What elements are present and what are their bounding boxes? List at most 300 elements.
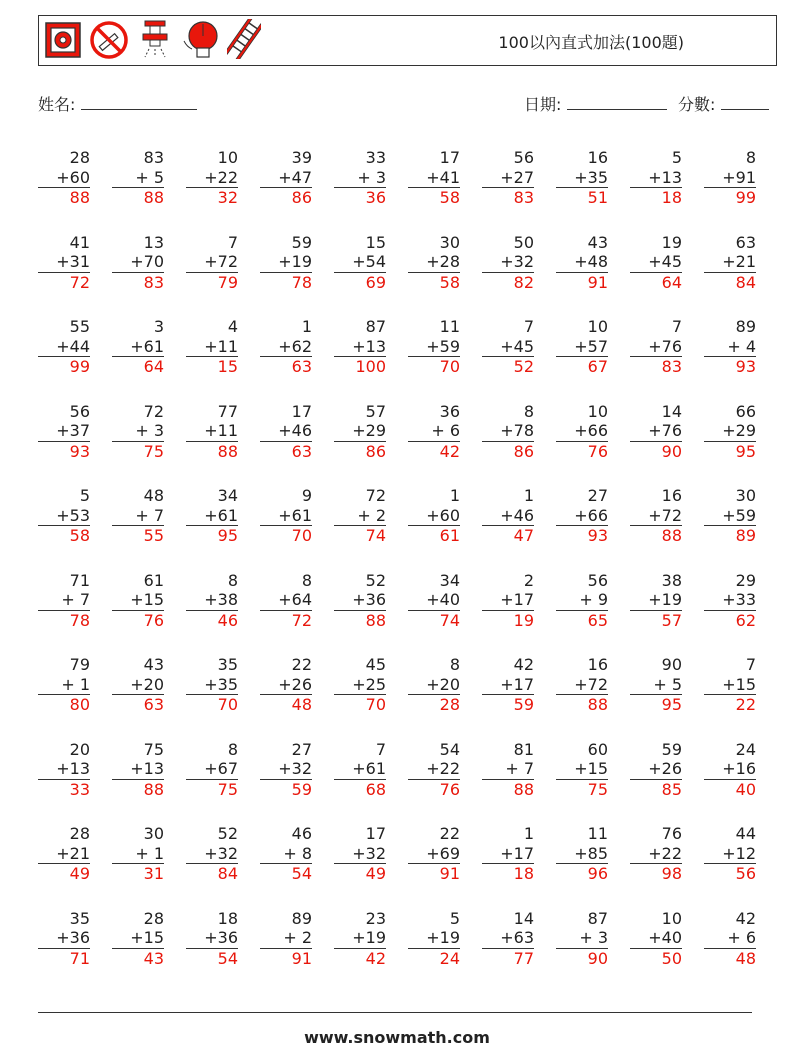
addition-problem	[334, 824, 408, 884]
addend-bottom: +85	[556, 844, 608, 865]
addend-bottom: +53	[38, 506, 90, 527]
addition-problem	[556, 486, 630, 546]
addend-top: 17	[439, 148, 460, 167]
score-blank[interactable]	[721, 95, 769, 110]
addend-top: 76	[661, 824, 682, 843]
header-icons	[43, 19, 261, 59]
answer: 59	[291, 779, 312, 799]
addend-bottom: +62	[260, 337, 312, 358]
addend-bottom: +22	[186, 168, 238, 189]
answer: 84	[735, 272, 756, 292]
addition-problem	[556, 233, 630, 293]
answer: 42	[439, 441, 460, 461]
addend-top: 59	[661, 739, 682, 759]
addition-problem	[112, 824, 186, 884]
addend-bottom: +19	[260, 252, 312, 273]
date-field[interactable]	[524, 92, 667, 115]
addition-problem	[704, 571, 778, 631]
addend-bottom: +15	[112, 590, 164, 611]
addition-problem	[334, 909, 408, 969]
addend-top: 33	[365, 148, 386, 167]
addend-top: 22	[439, 824, 460, 843]
answer: 32	[217, 188, 238, 207]
answer: 93	[735, 357, 756, 376]
addend-top: 83	[143, 148, 164, 167]
answer: 62	[735, 610, 756, 630]
addend-bottom: +13	[334, 337, 386, 358]
addend-top: 42	[513, 655, 534, 674]
addition-problem	[112, 233, 186, 293]
addend-top: 72	[143, 401, 164, 421]
addend-top: 55	[69, 317, 90, 336]
answer: 61	[439, 526, 460, 545]
addend-bottom: +11	[186, 337, 238, 358]
addend-bottom: +19	[630, 590, 682, 611]
answer: 63	[143, 695, 164, 714]
addition-problem	[408, 740, 482, 800]
addend-top: 71	[69, 570, 90, 590]
addition-problem	[556, 402, 630, 462]
addition-problem	[112, 909, 186, 969]
answer: 50	[661, 948, 682, 968]
addend-bottom: +20	[112, 675, 164, 696]
addend-top: 27	[587, 486, 608, 505]
addition-problem	[556, 824, 630, 884]
addend-top: 5	[449, 908, 460, 928]
addition-problem	[630, 486, 704, 546]
footer-url: www.snowmath.com	[304, 1028, 490, 1047]
addend-bottom: +63	[482, 928, 534, 949]
answer: 69	[365, 272, 386, 292]
addend-bottom: +41	[408, 168, 460, 189]
addition-problem	[704, 655, 778, 715]
answer: 88	[365, 610, 386, 630]
addend-top: 18	[217, 908, 238, 928]
answer: 85	[661, 779, 682, 799]
addition-problem	[704, 909, 778, 969]
addend-bottom: +35	[186, 675, 238, 696]
addend-bottom: + 5	[112, 168, 164, 189]
answer: 99	[735, 188, 756, 207]
answer: 49	[365, 864, 386, 883]
answer: 76	[439, 779, 460, 799]
name-blank[interactable]	[81, 95, 197, 110]
answer: 64	[661, 272, 682, 292]
score-field[interactable]	[678, 92, 769, 115]
addend-top: 59	[291, 232, 312, 252]
addition-problem	[408, 486, 482, 546]
addition-problem	[482, 317, 556, 377]
answer: 40	[735, 779, 756, 799]
answer: 58	[69, 526, 90, 545]
addition-problem	[408, 571, 482, 631]
addend-bottom: +38	[186, 590, 238, 611]
answer: 89	[735, 526, 756, 545]
addend-bottom: +32	[186, 844, 238, 865]
answer: 76	[587, 441, 608, 461]
answer: 56	[735, 864, 756, 883]
addend-top: 5	[79, 486, 90, 505]
addition-problem	[556, 909, 630, 969]
answer: 70	[291, 526, 312, 545]
addend-bottom: +72	[556, 675, 608, 696]
addition-problem	[334, 571, 408, 631]
addend-bottom: +76	[630, 421, 682, 442]
name-label: 姓名:	[38, 95, 76, 114]
addend-bottom: + 5	[630, 675, 682, 696]
addition-problem	[482, 909, 556, 969]
answer: 83	[661, 357, 682, 376]
addend-top: 8	[523, 401, 534, 421]
addend-top: 27	[291, 739, 312, 759]
addend-top: 11	[587, 824, 608, 843]
addition-problem	[112, 317, 186, 377]
addend-top: 7	[745, 655, 756, 674]
addend-top: 89	[735, 317, 756, 336]
addend-bottom: +32	[260, 759, 312, 780]
addend-bottom: + 1	[112, 844, 164, 865]
addend-top: 48	[143, 486, 164, 505]
addend-top: 35	[69, 908, 90, 928]
addend-top: 7	[523, 317, 534, 336]
addend-bottom: +60	[38, 168, 90, 189]
addend-bottom: +22	[408, 759, 460, 780]
sprinkler-icon	[135, 19, 175, 59]
addend-top: 17	[291, 401, 312, 421]
addend-bottom: +29	[704, 421, 756, 442]
answer: 74	[365, 526, 386, 545]
addition-problem	[38, 402, 112, 462]
addend-top: 9	[301, 486, 312, 505]
problem-row	[38, 909, 778, 969]
no-smoking-icon	[89, 19, 129, 59]
problem-row	[38, 824, 778, 884]
addition-problem	[260, 571, 334, 631]
score-label: 分數:	[678, 95, 716, 114]
addend-top: 28	[69, 824, 90, 843]
addend-bottom: +46	[482, 506, 534, 527]
answer: 86	[513, 441, 534, 461]
addend-bottom: +70	[112, 252, 164, 273]
addend-bottom: +17	[482, 675, 534, 696]
answer: 63	[291, 441, 312, 461]
addend-bottom: +44	[38, 337, 90, 358]
addition-problem	[186, 740, 260, 800]
addend-bottom: +78	[482, 421, 534, 442]
answer: 64	[143, 357, 164, 376]
addend-bottom: +19	[408, 928, 460, 949]
addend-bottom: + 3	[556, 928, 608, 949]
addend-bottom: +32	[334, 844, 386, 865]
addend-bottom: +26	[630, 759, 682, 780]
addend-bottom: +11	[186, 421, 238, 442]
answer: 72	[69, 272, 90, 292]
answer: 48	[291, 695, 312, 714]
problem-row	[38, 571, 778, 631]
addend-top: 10	[217, 148, 238, 167]
addend-top: 5	[671, 148, 682, 167]
addend-top: 56	[513, 148, 534, 167]
addend-top: 8	[745, 148, 756, 167]
addend-top: 8	[227, 570, 238, 590]
addend-top: 16	[587, 148, 608, 167]
addend-top: 42	[735, 908, 756, 928]
addition-problem	[260, 486, 334, 546]
addend-top: 19	[661, 232, 682, 252]
addend-top: 11	[439, 317, 460, 336]
addend-bottom: + 6	[408, 421, 460, 442]
addend-bottom: +61	[186, 506, 238, 527]
answer: 63	[291, 357, 312, 376]
answer: 91	[291, 948, 312, 968]
addend-top: 35	[217, 655, 238, 674]
addend-top: 28	[143, 908, 164, 928]
answer: 84	[217, 864, 238, 883]
addend-top: 43	[587, 232, 608, 252]
answer: 79	[217, 272, 238, 292]
addition-problem	[38, 909, 112, 969]
addition-problem	[38, 148, 112, 208]
addend-bottom: +28	[408, 252, 460, 273]
answer: 33	[69, 779, 90, 799]
answer: 91	[587, 272, 608, 292]
answer: 82	[513, 272, 534, 292]
addend-bottom: + 7	[38, 590, 90, 611]
addend-top: 10	[587, 401, 608, 421]
answer: 75	[143, 441, 164, 461]
addition-problem	[186, 486, 260, 546]
addend-bottom: +15	[556, 759, 608, 780]
addition-problem	[630, 655, 704, 715]
addend-top: 50	[513, 232, 534, 252]
answer: 88	[661, 526, 682, 545]
addition-problem	[408, 909, 482, 969]
answer: 51	[587, 188, 608, 207]
addend-top: 1	[523, 486, 534, 505]
addend-bottom: +69	[408, 844, 460, 865]
addend-bottom: +32	[482, 252, 534, 273]
addition-problem	[334, 402, 408, 462]
addition-problem	[260, 233, 334, 293]
addend-top: 43	[143, 655, 164, 674]
addition-problem	[630, 233, 704, 293]
addend-top: 8	[301, 570, 312, 590]
addition-problem	[112, 655, 186, 715]
addend-top: 1	[523, 824, 534, 843]
addition-problem	[112, 402, 186, 462]
addend-bottom: +22	[630, 844, 682, 865]
addition-problem	[704, 402, 778, 462]
addition-problem	[556, 655, 630, 715]
addition-problem	[260, 402, 334, 462]
addition-problem	[482, 233, 556, 293]
answer: 67	[587, 357, 608, 376]
addend-top: 8	[449, 655, 460, 674]
addition-problem	[556, 571, 630, 631]
addition-problem	[704, 486, 778, 546]
addend-top: 60	[587, 739, 608, 759]
addend-top: 10	[661, 908, 682, 928]
addend-bottom: +31	[38, 252, 90, 273]
addition-problem	[186, 571, 260, 631]
addend-top: 15	[365, 232, 386, 252]
name-field[interactable]	[38, 92, 197, 115]
addition-problem	[38, 655, 112, 715]
addend-bottom: +15	[112, 928, 164, 949]
addition-problem	[38, 233, 112, 293]
addend-top: 10	[587, 317, 608, 336]
addition-problem	[704, 233, 778, 293]
addend-top: 14	[661, 401, 682, 421]
addend-top: 77	[217, 401, 238, 421]
addition-problem	[112, 571, 186, 631]
addend-top: 2	[523, 570, 534, 590]
addend-top: 3	[153, 317, 164, 336]
addition-problem	[186, 909, 260, 969]
addend-bottom: +59	[704, 506, 756, 527]
addend-bottom: +13	[38, 759, 90, 780]
addend-bottom: + 2	[334, 506, 386, 527]
addition-problem	[334, 317, 408, 377]
date-blank[interactable]	[567, 95, 667, 110]
addition-problem	[334, 740, 408, 800]
addition-problem	[482, 148, 556, 208]
addition-problem	[556, 740, 630, 800]
addend-top: 81	[513, 739, 534, 759]
answer: 59	[513, 695, 534, 714]
addition-problem	[704, 317, 778, 377]
addend-bottom: +40	[408, 590, 460, 611]
answer: 99	[69, 357, 90, 376]
problem-grid	[38, 148, 778, 993]
addend-top: 44	[735, 824, 756, 843]
answer: 47	[513, 526, 534, 545]
addend-top: 89	[291, 908, 312, 928]
answer: 88	[217, 441, 238, 461]
problem-row	[38, 740, 778, 800]
addition-problem	[112, 486, 186, 546]
addend-bottom: +36	[38, 928, 90, 949]
addition-problem	[408, 655, 482, 715]
addend-bottom: +13	[630, 168, 682, 189]
addend-top: 41	[69, 232, 90, 252]
addend-bottom: +61	[334, 759, 386, 780]
answer: 78	[291, 272, 312, 292]
addition-problem	[186, 148, 260, 208]
addend-bottom: +46	[260, 421, 312, 442]
answer: 57	[661, 610, 682, 630]
addition-problem	[260, 148, 334, 208]
addition-problem	[260, 740, 334, 800]
addend-bottom: +48	[556, 252, 608, 273]
problem-row	[38, 486, 778, 546]
answer: 70	[365, 695, 386, 714]
addition-problem	[482, 655, 556, 715]
addend-top: 79	[69, 655, 90, 674]
addend-bottom: +64	[260, 590, 312, 611]
answer: 22	[735, 695, 756, 714]
answer: 58	[439, 188, 460, 207]
addend-top: 16	[661, 486, 682, 505]
answer: 68	[365, 779, 386, 799]
answer: 31	[143, 864, 164, 883]
answer: 95	[735, 441, 756, 461]
addition-problem	[334, 655, 408, 715]
addend-bottom: +35	[556, 168, 608, 189]
worksheet-header	[38, 15, 777, 66]
addend-bottom: +21	[704, 252, 756, 273]
addition-problem	[38, 571, 112, 631]
addend-bottom: +36	[334, 590, 386, 611]
addition-problem	[408, 824, 482, 884]
addend-top: 7	[227, 232, 238, 252]
addend-top: 16	[587, 655, 608, 674]
answer: 46	[217, 610, 238, 630]
answer: 42	[365, 948, 386, 968]
addition-problem	[260, 824, 334, 884]
addend-top: 46	[291, 824, 312, 843]
addend-bottom: +37	[38, 421, 90, 442]
addition-problem	[630, 402, 704, 462]
addend-bottom: +54	[334, 252, 386, 273]
addend-bottom: +20	[408, 675, 460, 696]
addition-problem	[186, 402, 260, 462]
addition-problem	[186, 824, 260, 884]
addition-problem	[38, 317, 112, 377]
addition-problem	[334, 148, 408, 208]
addend-bottom: + 3	[334, 168, 386, 189]
addend-top: 63	[735, 232, 756, 252]
addend-top: 24	[735, 739, 756, 759]
answer: 18	[513, 864, 534, 883]
addend-bottom: +15	[704, 675, 756, 696]
date-label: 日期:	[524, 95, 562, 114]
addition-problem	[186, 655, 260, 715]
addend-bottom: +27	[482, 168, 534, 189]
addend-top: 20	[69, 739, 90, 759]
addend-bottom: +66	[556, 421, 608, 442]
addition-problem	[704, 824, 778, 884]
addend-bottom: + 2	[260, 928, 312, 949]
addition-problem	[186, 233, 260, 293]
addition-problem	[260, 655, 334, 715]
addend-top: 66	[735, 401, 756, 421]
addend-top: 23	[365, 908, 386, 928]
answer: 83	[513, 188, 534, 207]
answer: 52	[513, 357, 534, 376]
addend-bottom: + 9	[556, 590, 608, 611]
answer: 15	[217, 357, 238, 376]
answer: 65	[587, 610, 608, 630]
addend-top: 34	[439, 570, 460, 590]
answer: 83	[143, 272, 164, 292]
addition-problem	[334, 486, 408, 546]
addend-bottom: + 7	[112, 506, 164, 527]
addend-top: 61	[143, 570, 164, 590]
answer: 49	[69, 864, 90, 883]
answer: 43	[143, 948, 164, 968]
answer: 70	[217, 695, 238, 714]
answer: 54	[217, 948, 238, 968]
addend-bottom: + 7	[482, 759, 534, 780]
addend-bottom: +12	[704, 844, 756, 865]
addend-bottom: + 1	[38, 675, 90, 696]
addend-bottom: +76	[630, 337, 682, 358]
answer: 95	[217, 526, 238, 545]
addition-problem	[112, 148, 186, 208]
footer-divider	[38, 1012, 752, 1013]
addend-top: 38	[661, 570, 682, 590]
